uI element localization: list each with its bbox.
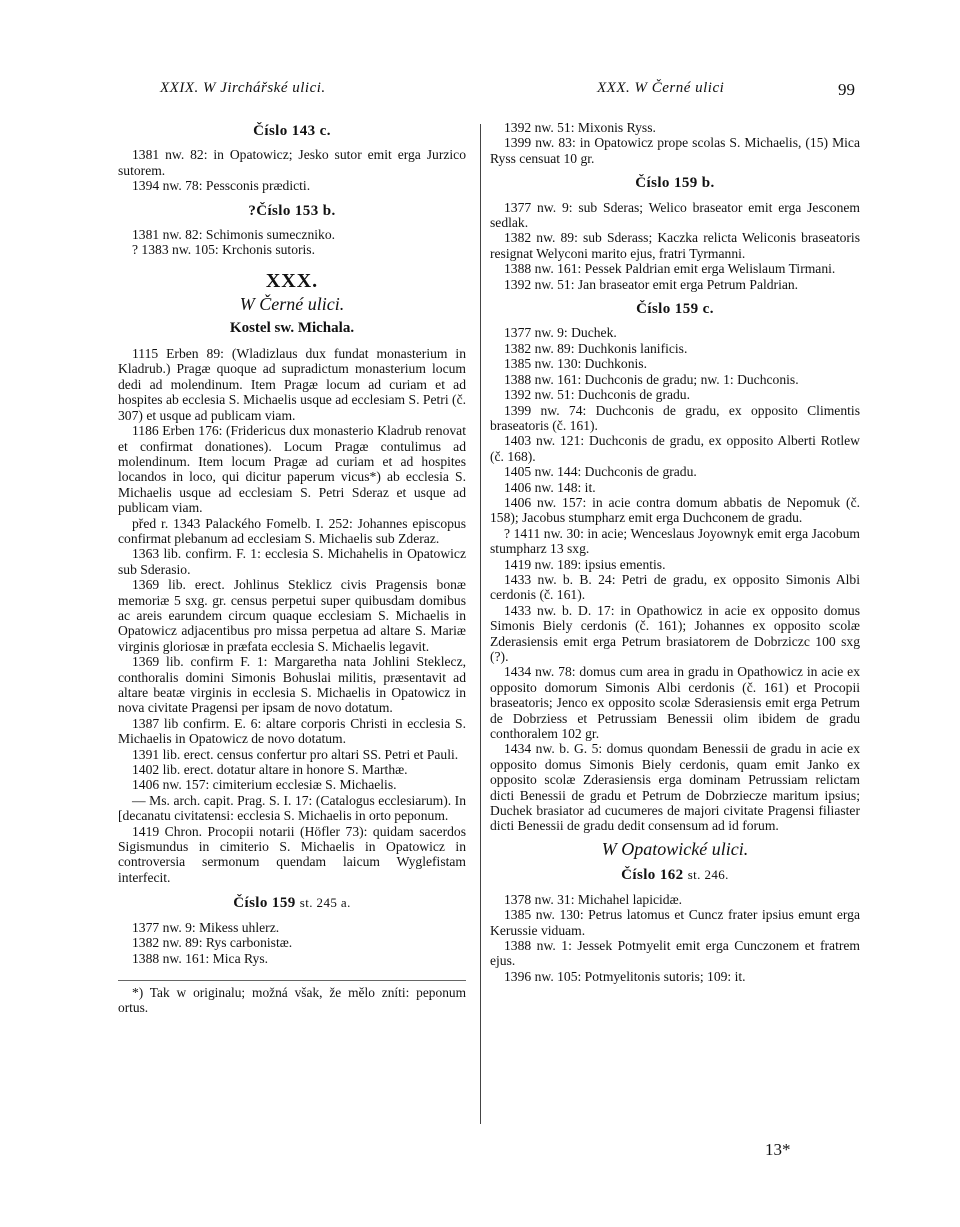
entry: 1381 nw. 82: Schimonis sumeczniko. xyxy=(132,227,336,243)
right-column xyxy=(490,120,860,984)
church-heading: Kostel sw. Michala. xyxy=(229,319,355,336)
entry: 1378 nw. 31: Michahel lapicidæ. xyxy=(504,891,683,907)
entry: 1388 nw. 1: Jessek Potmyelit emit erga Cunczonem et fratrem ejus. xyxy=(490,937,860,969)
entry: ? 1383 nw. 105: Krchonis sutoris. xyxy=(132,242,315,258)
entry: 1434 nw. b. G. 5: domus quondam Benessii de gradu in acie ex opposito domus Simonis Biely cerdonis, quam emit Janko ex opposito scolæ Zderasiensis erga dominam Petrussiam relictam dicti Benessii de gradu et Petrum de Dobrziecze maritum ipsius; Duchek brasiator ad cucumeres de majori civitate Pragensi filiaster dicti Benessii de gradu dedit consensum ad id forum. xyxy=(490,741,860,834)
entry: 1419 nw. 189: ipsius ementis. xyxy=(504,556,666,572)
entry: 1363 lib. confirm. F. 1: ecclesia S. Michahelis in Opatowicz sub Sderasio. xyxy=(118,546,466,577)
entry: 1433 nw. b. B. 24: Petri de gradu, ex opposito Simonis Albi cerdonis (č. 161). xyxy=(490,571,860,603)
section-number: Číslo 159 xyxy=(233,895,296,912)
entry: 1434 nw. 78: domus cum area in gradu in Opathowicz in acie ex opposito domorum Simonis Albi cerdonis (č. 161) et Procopii braseatoris; Jenco ex opposito scolæ Sderasiensis emit erga Petrum de Dobrziess et Petrussiam Benessii olim ibidem de gradu conthoralem 102 gr. xyxy=(490,664,860,742)
entry: před r. 1343 Palackého Fomelb. I. 252: Johannes episcopus confirmat plebanum ad ecclesiam S. Michaelis sub Zderaz. xyxy=(118,515,466,546)
entry: 1396 nw. 105: Potmyelitonis sutoris; 109: it. xyxy=(504,968,746,984)
entry: 1392 nw. 51: Duchconis de gradu. xyxy=(504,387,690,403)
footnote: *) Tak w originalu; možná však, že mělo zníti: peponum ortus. xyxy=(118,980,466,1016)
entry: 1115 Erben 89: (Wladizlaus dux fundat monasterium in Kladrub.) Pragæ quoque ad supradictum monasterium locum dedi ad molendinum. Item Pragæ locum ad curiam et ad hospites ab ecclesia S. Michaelis usque ad ecclesiam S. Petri (č. 307) et usque ad publicam viam. xyxy=(118,346,466,423)
entry: 1433 nw. b. D. 17: in Opathowicz in acie ex opposito domus Simonis Biely cerdonis (č. 161); Johannes ex opposito scolæ Zderasiensis emit erga Petrum brasiatorem de Dobrziczc 100 sxg (?). xyxy=(490,602,860,664)
section-heading xyxy=(118,895,466,911)
entry: 1186 Erben 176: (Fridericus dux monasterio Kladrub renovat et confirmat donationes). Locum Pragæ contulimus ad molendinum. Item locum Pragæ ad curiam et ad hospites locandos in loco, qui dicitur paperum vicus*) ab ecclesia S. Michaelis usque ad ecclesiam S. Petri Sderaz et usque ad publicam viam. xyxy=(118,423,466,516)
entry: 1399 nw. 83: in Opatowicz prope scolas S. Michaelis, (15) Mica Ryss censuat 10 gr. xyxy=(490,135,860,166)
entry: 1387 lib confirm. E. 6: altare corporis Christi in ecclesia S. Michaelis in Opatowicz de novo dotatum. xyxy=(118,715,466,747)
entry: 1402 lib. erect. dotatur altare in honore S. Marthæ. xyxy=(132,762,408,778)
entry: 1381 nw. 82: in Opatowicz; Jesko sutor emit erga Jurzico sutorem. xyxy=(118,147,466,178)
entry: 1406 nw. 157: in acie contra domum abbatis de Nepomuk (č. 158); Jacobus stumpharz emit erga Duchconem de gradu. xyxy=(490,494,860,526)
entry: 1392 nw. 51: Mixonis Ryss. xyxy=(504,120,656,135)
page-number: 99 xyxy=(838,80,855,99)
entry: 1377 nw. 9: Duchek. xyxy=(504,325,617,341)
entry: 1385 nw. 130: Petrus latomus et Cuncz frater ipsius emunt erga Kerussie viduam. xyxy=(490,907,860,938)
entry: 1394 nw. 78: Pessconis prædicti. xyxy=(132,178,311,194)
column-divider xyxy=(480,124,481,1124)
section-heading: Číslo 159 b. xyxy=(635,175,715,192)
section-heading: Číslo 143 c. xyxy=(253,123,331,139)
entry: 1392 nw. 51: Jan braseator emit erga Petrum Paldrian. xyxy=(504,276,799,292)
entry: 1419 Chron. Procopii notarii (Höfler 73): quidam sacerdos Sigismundus in cimiterio S. Michaelis in Opatowicz in controversia sermonum quendam laicum Wyglefistam interfecit. xyxy=(118,823,466,885)
chapter-number: XXX. xyxy=(265,269,319,292)
running-head-right: XXX. W Černé ulici xyxy=(597,80,725,96)
section-number: Číslo 162 xyxy=(621,867,684,884)
section-st: st. 245 a. xyxy=(299,895,351,911)
entry: 1377 nw. 9: sub Sderas; Welico braseator emit erga Jesconem sedlak. xyxy=(490,199,860,231)
entry: 1369 lib. confirm F. 1: Margaretha nata Johlini Steklecz, conthoralis domini Simonis Bohuslai militis, præsentavit ad altare beatæ virginis in ecclesia S. Michaelis in Opatowicz in nova civitate Pragensi per ipsam de novo dotatum. xyxy=(118,654,466,716)
entry: 1382 nw. 89: sub Sderass; Kaczka relicta Weliconis braseatoris resignat Welyconi marito ejus, fratri Tyrmanni. xyxy=(490,230,860,261)
entry: — Ms. arch. capit. Prag. S. I. 17: (Catalogus ecclesiarum). In [decanatu civitatensi: ecclesia S. Michaelis in orto peponum. xyxy=(118,792,466,824)
entry: 1388 nw. 161: Duchconis de gradu; nw. 1: Duchconis. xyxy=(504,371,799,387)
section-heading: ?Číslo 153 b. xyxy=(248,202,336,219)
section-st: st. 246. xyxy=(687,867,729,883)
entry: 1385 nw. 130: Duchkonis. xyxy=(504,356,647,372)
entry: 1382 nw. 89: Duchkonis lanificis. xyxy=(504,340,688,356)
entry: 1405 nw. 144: Duchconis de gradu. xyxy=(504,464,697,480)
entry: 1406 nw. 148: it. xyxy=(504,479,596,495)
section-heading: Číslo 159 c. xyxy=(636,301,714,318)
entry: 1406 nw. 157: cimiterium ecclesiæ S. Michaelis. xyxy=(132,777,397,793)
entry: 1388 nw. 161: Mica Rys. xyxy=(132,950,269,966)
entry: ? 1411 nw. 30: in acie; Wenceslaus Joyownyk emit erga Jacobum stumpharz 13 sxg. xyxy=(490,525,860,557)
left-column xyxy=(118,120,466,1016)
entry: 1377 nw. 9: Mikess uhlerz. xyxy=(132,919,280,935)
entry: 1403 nw. 121: Duchconis de gradu, ex opposito Alberti Rotlew (č. 168). xyxy=(490,433,860,464)
entry: 1388 nw. 161: Pessek Paldrian emit erga Welislaum Tirmani. xyxy=(504,261,836,277)
street-title: W Opatowické ulici. xyxy=(601,838,749,859)
section-heading xyxy=(490,867,860,883)
entry: 1391 lib. erect. census confertur pro altari SS. Petri et Pauli. xyxy=(132,746,459,762)
running-head-left: XXIX. W Jirchářské ulici. xyxy=(160,80,326,96)
signature-mark: 13* xyxy=(765,1140,791,1159)
street-title: W Černé ulici. xyxy=(239,294,345,315)
entry: 1369 lib. erect. Johlinus Steklicz civis Pragensis bonæ memoriæ 5 sxg. gr. census perpetui super quibusdam domibus ac areis earundem circum quaque ecclesiam S. Michaelis in Opatowicz adjacentibus pro missa perpetua ad altare S. Mariæ virginis gloriosæ in præfata ecclesia S. Michaelis legavit. xyxy=(118,577,466,654)
entry: 1399 nw. 74: Duchconis de gradu, ex opposito Climentis braseatoris (č. 161). xyxy=(490,402,860,433)
entry: 1382 nw. 89: Rys carbonistæ. xyxy=(132,935,293,951)
